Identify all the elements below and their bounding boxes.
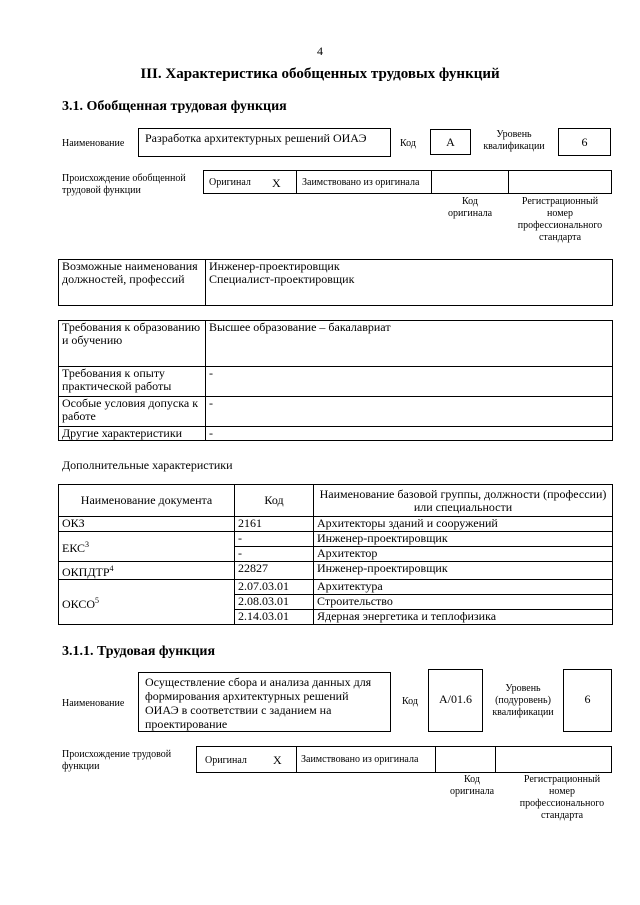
gtf-origin-box	[203, 170, 612, 194]
gtf-origin-original: Оригинал	[209, 177, 251, 188]
header-doc: Наименование документа	[59, 485, 235, 517]
okpdtr-code: 22827	[235, 562, 314, 580]
divider	[296, 171, 297, 193]
okso-code: 2.07.03.01	[235, 580, 314, 595]
divider	[435, 747, 436, 772]
okso-name: Строительство	[314, 595, 613, 610]
okz-name: Архитекторы зданий и сооружений	[314, 517, 613, 532]
gtf-code-value: А	[430, 129, 471, 155]
gtf-name-label: Наименование	[62, 138, 125, 149]
req-label: Требования к опыту практической работы	[59, 367, 206, 397]
divider	[431, 171, 432, 193]
gtf-level-label: Уровень квалификации	[483, 129, 545, 152]
eks-name: Инженер-проектировщик	[314, 532, 613, 547]
positions-values	[206, 260, 613, 306]
eks-code: -	[235, 547, 314, 562]
req-value: -	[206, 397, 613, 427]
tf-origin-mark: X	[273, 753, 282, 767]
okso-doc: ОКСО$^5$	[59, 580, 235, 625]
positions-table	[58, 259, 613, 306]
okpdtr-footnote: 4	[109, 564, 114, 573]
okz-doc: ОКЗ	[59, 517, 235, 532]
eks-doc: ЕКС$^3$	[59, 532, 235, 562]
gtf-origin-mark: X	[272, 176, 281, 190]
header-name: Наименование базовой группы, должности (профессии) или специальности	[314, 485, 613, 517]
okpdtr-name: Инженер-проектировщик	[314, 562, 613, 580]
tf-origin-code-caption: Код оригинала	[449, 774, 495, 797]
gtf-name-value: Разработка архитектурных решений ОИАЭ	[138, 128, 391, 157]
gtf-level-value: 6	[558, 128, 611, 156]
positions-label: Возможные наименования должностей, профессий	[59, 260, 206, 306]
section-title: III. Характеристика обобщенных трудовых функций	[140, 66, 500, 82]
divider	[296, 747, 297, 772]
tf-origin-original: Оригинал	[205, 755, 247, 766]
okso-code: 2.08.03.01	[235, 595, 314, 610]
req-value: Высшее образование – бакалавриат	[206, 321, 613, 367]
tf-origin-borrowed: Заимствовано из оригинала	[301, 754, 419, 765]
okso-code: 2.14.03.01	[235, 610, 314, 625]
tf-level-label: Уровень (подуровень) квалификации	[492, 683, 554, 718]
eks-name: Архитектор	[314, 547, 613, 562]
page-number: 4	[317, 44, 323, 58]
additional-table	[58, 484, 613, 625]
gtf-origin-code-caption: Код оригинала	[447, 196, 493, 219]
tf-origin-reg-caption: Регистрационный номер профессионального стандарта	[519, 774, 605, 821]
eks-code: -	[235, 532, 314, 547]
tf-name-label: Наименование	[62, 698, 125, 709]
tf-origin-box	[196, 746, 612, 773]
divider	[508, 171, 509, 193]
gtf-origin-borrowed: Заимствовано из оригинала	[302, 177, 420, 188]
tf-code-value: A/01.6	[428, 669, 483, 732]
req-label: Другие характеристики	[59, 427, 206, 441]
okz-code: 2161	[235, 517, 314, 532]
divider	[495, 747, 496, 772]
gtf-origin-label: Происхождение обобщенной трудовой функции	[62, 173, 186, 196]
tf-name-value: Осуществление сбора и анализа данных для формирования архитектурных решений ОИАЭ в соответствии с заданием на проектирование	[138, 672, 391, 732]
tf-code-label: Код	[402, 696, 418, 707]
gtf-heading: 3.1. Обобщенная трудовая функция	[62, 99, 287, 114]
position-item: Специалист-проектировщик	[209, 272, 355, 286]
req-value: -	[206, 427, 613, 441]
okso-footnote: 5	[95, 595, 100, 605]
req-label: Требования к образованию и обучению	[59, 321, 206, 367]
tf-level-value: 6	[563, 669, 612, 732]
req-value: -	[206, 367, 613, 397]
okso-name: Архитектура	[314, 580, 613, 595]
gtf-code-label: Код	[400, 138, 416, 149]
position-item: Инженер-проектировщик	[209, 259, 340, 273]
additional-title: Дополнительные характеристики	[62, 458, 233, 472]
gtf-origin-reg-caption: Регистрационный номер профессионального стандарта	[517, 196, 603, 243]
tf-heading: 3.1.1. Трудовая функция	[62, 644, 216, 659]
header-code: Код	[235, 485, 314, 517]
requirements-table	[58, 320, 613, 441]
okso-name: Ядерная энергетика и теплофизика	[314, 610, 613, 625]
okpdtr-doc: ОКПДТР$^4$	[59, 562, 235, 580]
req-label: Особые условия допуска к работе	[59, 397, 206, 427]
tf-origin-label: Происхождение трудовой функции	[62, 749, 172, 772]
eks-footnote: 3	[85, 540, 90, 549]
